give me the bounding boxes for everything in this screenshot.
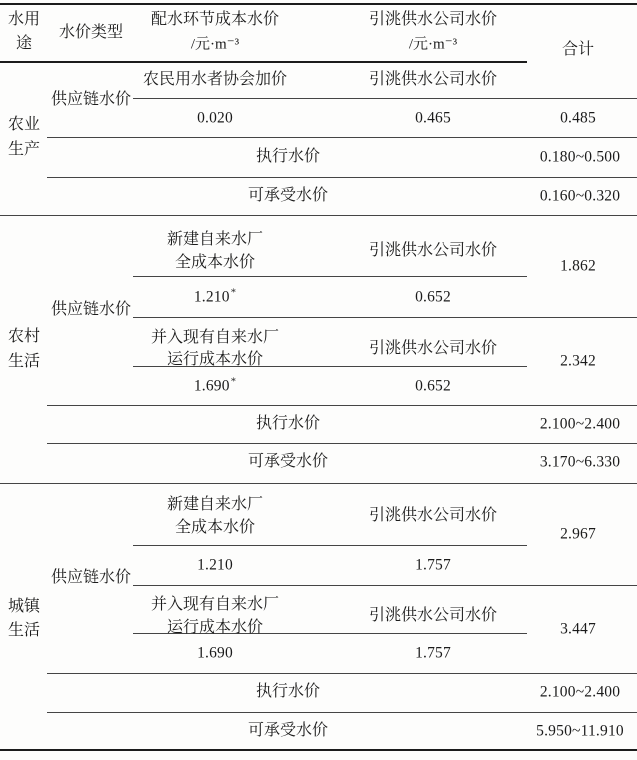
rural-use-line2: 生活: [7, 353, 41, 370]
urban-g1-subheader-col4: 引洮供水公司水价: [368, 507, 498, 524]
table-rule: [133, 276, 527, 277]
header-water-use-line2: 途: [15, 35, 33, 52]
rural-affordable-price-range: 3.170~6.330: [539, 453, 621, 471]
table-rule: [47, 712, 637, 713]
urban-g1-subheader-col3-line1: 新建自来水厂: [166, 496, 264, 513]
rural-affordable-price-label: 可承受水价: [247, 453, 329, 470]
agriculture-affordable-price-label: 可承受水价: [247, 187, 329, 204]
rural-g2-total: 2.342: [560, 352, 596, 370]
section-separator: [0, 483, 637, 484]
table-rule: [133, 545, 527, 546]
agriculture-supply-chain-label: 供应链水价: [50, 91, 132, 108]
urban-exec-price-range: 2.100~2.400: [539, 683, 621, 701]
rural-g2-subheader-col3-line1: 并入现有自来水厂: [150, 329, 280, 346]
agriculture-exec-price-range: 0.180~0.500: [539, 148, 621, 166]
rural-g2-value-col4: 0.652: [415, 377, 451, 395]
rural-g2-value-col3: 1.690*: [193, 376, 237, 395]
agriculture-value-col4: 0.465: [415, 109, 451, 127]
footnote-asterisk: *: [230, 287, 237, 299]
header-price-type: 水价类型: [58, 24, 124, 41]
section-separator: [0, 215, 637, 216]
rural-g2-subheader-col4: 引洮供水公司水价: [368, 340, 498, 357]
urban-g2-subheader-col4: 引洮供水公司水价: [368, 607, 498, 624]
header-separator: [0, 61, 527, 63]
table-rule: [47, 673, 637, 674]
urban-g2-total: 3.447: [560, 620, 596, 638]
urban-g1-value-col4: 1.757: [415, 556, 451, 574]
urban-g2-value-col4: 1.757: [415, 644, 451, 662]
table-rule: [47, 405, 637, 406]
table-rule: [133, 317, 637, 318]
rural-g1-subheader-col3-line2: 全成本水价: [174, 254, 256, 271]
urban-affordable-price-label: 可承受水价: [247, 722, 329, 739]
footnote-asterisk: *: [230, 376, 237, 388]
urban-g1-total: 2.967: [560, 525, 596, 543]
urban-exec-price-label: 执行水价: [255, 683, 321, 700]
urban-g2-subheader-col3-line1: 并入现有自来水厂: [150, 596, 280, 613]
agriculture-affordable-price-range: 0.160~0.320: [539, 187, 621, 205]
urban-use-line1: 城镇: [7, 598, 41, 615]
agriculture-use-line1: 农业: [7, 116, 41, 133]
table-rule: [47, 177, 637, 178]
rural-g1-total: 1.862: [560, 257, 596, 275]
table-bottom-border: [0, 749, 637, 751]
header-distribution-cost-unit: /元·m⁻³: [190, 36, 240, 53]
agriculture-subheader-col3: 农民用水者协会加价: [142, 71, 288, 88]
rural-g2-subheader-col3-line2: 运行成本水价: [166, 351, 264, 368]
header-total: 合计: [561, 41, 595, 58]
urban-g1-subheader-col3-line2: 全成本水价: [174, 519, 256, 536]
rural-exec-price-label: 执行水价: [255, 415, 321, 432]
urban-use-line2: 生活: [7, 622, 41, 639]
rural-supply-chain-label: 供应链水价: [50, 301, 132, 318]
header-distribution-cost: 配水环节成本水价: [150, 11, 280, 28]
agriculture-exec-price-label: 执行水价: [255, 148, 321, 165]
rural-g1-subheader-col4: 引洮供水公司水价: [368, 242, 498, 259]
rural-use-line1: 农村: [7, 328, 41, 345]
urban-g2-subheader-col3-line2: 运行成本水价: [166, 619, 264, 636]
rural-exec-price-range: 2.100~2.400: [539, 415, 621, 433]
table-top-border: [0, 3, 637, 5]
urban-g2-value-col3: 1.690: [197, 644, 233, 662]
agriculture-total: 0.485: [560, 109, 596, 127]
agriculture-use-line2: 生产: [7, 141, 41, 158]
header-yintao-company-unit: /元·m⁻³: [408, 36, 458, 53]
table-rule: [133, 98, 637, 99]
agriculture-value-col3: 0.020: [197, 109, 233, 127]
urban-g1-value-col3: 1.210: [197, 556, 233, 574]
rural-g1-value-col4: 0.652: [415, 288, 451, 306]
table-rule: [47, 137, 637, 138]
urban-affordable-price-range: 5.950~11.910: [536, 722, 624, 740]
header-water-use-line1: 水用: [7, 11, 41, 28]
table-rule: [47, 443, 637, 444]
urban-supply-chain-label: 供应链水价: [50, 569, 132, 586]
table-rule: [133, 585, 637, 586]
rural-g1-value-col3: 1.210*: [193, 287, 237, 306]
header-yintao-company: 引洮供水公司水价: [368, 11, 498, 28]
agriculture-subheader-col4: 引洮供水公司水价: [368, 71, 498, 88]
rural-g1-subheader-col3-line1: 新建自来水厂: [166, 231, 264, 248]
